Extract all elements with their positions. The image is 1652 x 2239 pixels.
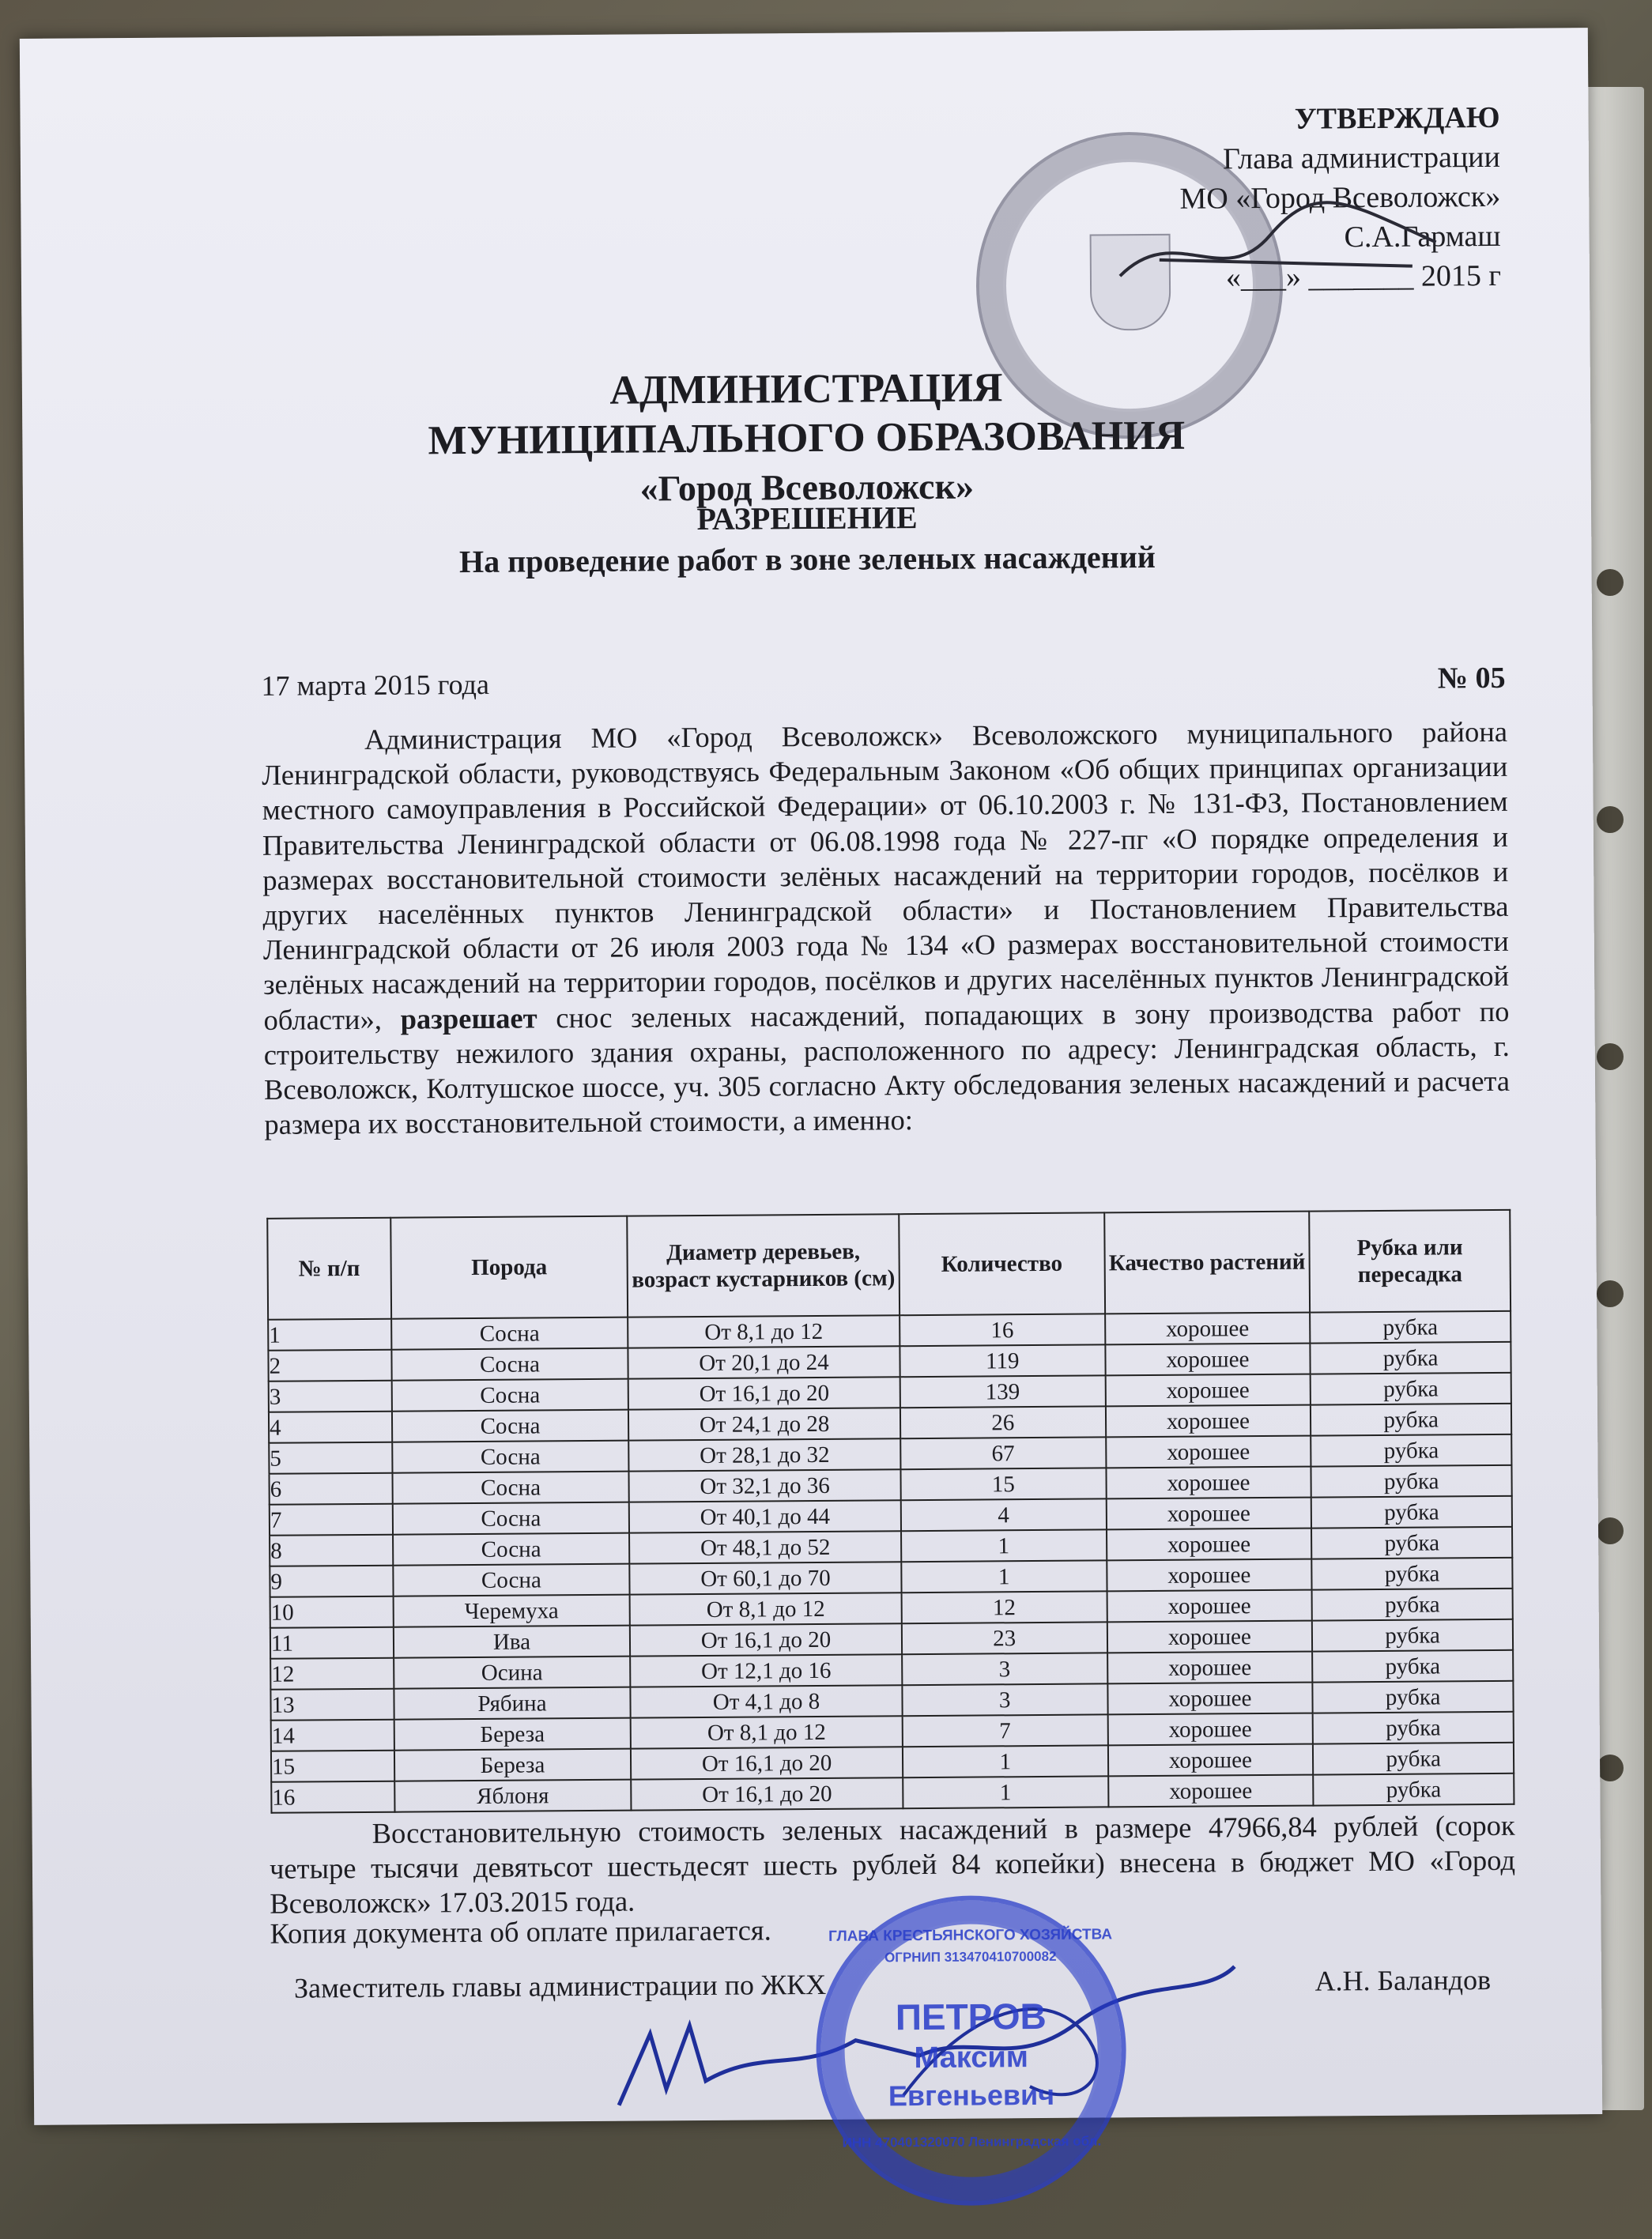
table-cell: От 40,1 до 44 bbox=[629, 1500, 901, 1532]
table-cell: 67 bbox=[900, 1437, 1106, 1469]
table-cell: рубка bbox=[1313, 1743, 1514, 1775]
seal-ring-text: ОГРНИП 313470410700082 bbox=[884, 1948, 1057, 1966]
table-cell: От 16,1 до 20 bbox=[628, 1377, 900, 1409]
document-number: № 05 bbox=[1437, 661, 1506, 695]
table-cell: рубка bbox=[1311, 1496, 1512, 1528]
table-cell: От 8,1 до 12 bbox=[628, 1315, 900, 1348]
table-cell: 139 bbox=[900, 1375, 1105, 1408]
signer-name: А.Н. Баландов bbox=[1314, 1964, 1492, 1997]
table-cell: 14 bbox=[271, 1720, 394, 1751]
table-cell: 1 bbox=[901, 1560, 1107, 1593]
seal-name: ПЕТРОВ bbox=[895, 1995, 1047, 2038]
table-cell: От 8,1 до 12 bbox=[630, 1593, 902, 1625]
table-cell: От 32,1 до 36 bbox=[629, 1469, 901, 1502]
table-cell: хорошее bbox=[1105, 1313, 1311, 1345]
table-cell: хорошее bbox=[1107, 1590, 1312, 1623]
table-cell: рубка bbox=[1313, 1773, 1514, 1806]
table-header: Рубка или пересадка bbox=[1309, 1210, 1511, 1313]
table-header: № п/п bbox=[267, 1218, 391, 1320]
org-line: «Город Всеволожск» bbox=[639, 466, 975, 509]
table-cell: хорошее bbox=[1106, 1498, 1311, 1530]
seal-ring-text: ГЛАВА КРЕСТЬЯНСКОГО ХОЗЯЙСТВА bbox=[828, 1926, 1113, 1945]
sleeve-hole bbox=[1597, 1755, 1624, 1781]
table-cell: хорошее bbox=[1107, 1683, 1313, 1715]
table-cell: рубка bbox=[1313, 1712, 1514, 1744]
table-cell: хорошее bbox=[1108, 1775, 1314, 1807]
table-cell: рубка bbox=[1311, 1404, 1511, 1436]
signer-role: Заместитель главы администрации по ЖКХ bbox=[293, 1968, 827, 2004]
document-title: РАЗРЕШЕНИЕ bbox=[696, 499, 918, 537]
trees-table bbox=[266, 1209, 1514, 1814]
approval-line: «___» _______ 2015 г bbox=[1225, 258, 1502, 295]
org-line: АДМИНИСТРАЦИЯ bbox=[609, 365, 1003, 413]
table-cell: 16 bbox=[900, 1314, 1105, 1346]
main-paragraph bbox=[262, 714, 1511, 1142]
table-cell: Осина bbox=[394, 1657, 631, 1689]
paragraph-bold: разрешает bbox=[400, 1001, 537, 1035]
table-cell: рубка bbox=[1311, 1373, 1511, 1405]
table-cell: рубка bbox=[1312, 1558, 1513, 1590]
table-cell: хорошее bbox=[1105, 1344, 1311, 1376]
table-cell: рубка bbox=[1313, 1681, 1514, 1713]
table-cell: 4 bbox=[269, 1412, 392, 1443]
table-cell: Сосна bbox=[392, 1472, 629, 1504]
table-cell: хорошее bbox=[1106, 1405, 1311, 1438]
table-cell: Сосна bbox=[391, 1348, 628, 1381]
table-header-row bbox=[267, 1210, 1511, 1320]
table-cell: рубка bbox=[1312, 1619, 1513, 1652]
document-subtitle: На проведение работ в зоне зеленых насаждений bbox=[458, 538, 1156, 580]
table-cell: 1 bbox=[903, 1776, 1108, 1808]
table-cell: Рябина bbox=[394, 1687, 631, 1720]
table-cell: 7 bbox=[270, 1504, 393, 1536]
table-cell: От 28,1 до 32 bbox=[628, 1438, 900, 1471]
approval-line: С.А.Гармаш bbox=[1344, 219, 1501, 254]
seal-name: Максим bbox=[914, 2041, 1029, 2075]
table-cell: 11 bbox=[270, 1627, 394, 1659]
table-cell: 26 bbox=[900, 1406, 1106, 1438]
table-cell: 5 bbox=[269, 1442, 392, 1474]
table-cell: 15 bbox=[900, 1468, 1106, 1500]
sleeve-hole bbox=[1597, 1043, 1624, 1070]
table-header: Качество растений bbox=[1104, 1212, 1311, 1314]
table-cell: От 4,1 до 8 bbox=[631, 1685, 903, 1717]
table-cell: рубка bbox=[1310, 1311, 1511, 1344]
table-cell: рубка bbox=[1311, 1465, 1512, 1498]
table-cell: От 48,1 до 52 bbox=[629, 1531, 901, 1563]
table-cell: рубка bbox=[1311, 1342, 1511, 1374]
sleeve-hole bbox=[1597, 569, 1624, 596]
document-page bbox=[20, 28, 1602, 2150]
table-cell: От 16,1 до 20 bbox=[631, 1777, 903, 1810]
sleeve-hole bbox=[1597, 1280, 1624, 1307]
table-cell: хорошее bbox=[1107, 1621, 1312, 1653]
table-cell: 4 bbox=[901, 1498, 1107, 1531]
paragraph-text: снос зеленых насаждений, попадающих в зону производства работ по строительству нежилого здания охраны, расположенного по адресу: Ленинградская область, г. Всеволожск, Колтушское шоссе, уч. 305 согласно Акту обследования зеленых насаждений и расчета размера их восстановительной стоимости, а именно: bbox=[263, 994, 1511, 1141]
table-cell: хорошее bbox=[1107, 1528, 1312, 1561]
table-cell: 1 bbox=[901, 1529, 1107, 1562]
table-cell: 3 bbox=[902, 1653, 1107, 1685]
table-cell: хорошее bbox=[1107, 1713, 1313, 1746]
table-cell: хорошее bbox=[1107, 1652, 1313, 1684]
approval-line: МО «Город Всеволожск» bbox=[1179, 179, 1501, 216]
table-cell: хорошее bbox=[1106, 1467, 1311, 1499]
table-cell: Сосна bbox=[393, 1564, 630, 1596]
table-header: Количество bbox=[899, 1212, 1105, 1315]
table-header: Порода bbox=[390, 1216, 628, 1319]
table-cell: Яблоня bbox=[394, 1780, 632, 1812]
table-cell: От 20,1 до 24 bbox=[628, 1346, 900, 1378]
sleeve-hole bbox=[1597, 1517, 1624, 1544]
table-cell: 1 bbox=[903, 1745, 1108, 1777]
table-cell: 3 bbox=[269, 1381, 392, 1412]
table-cell: От 16,1 до 20 bbox=[630, 1623, 902, 1656]
table-cell: 3 bbox=[902, 1683, 1107, 1716]
table-cell: Ива bbox=[394, 1626, 631, 1658]
approval-line: Глава администрации bbox=[1222, 140, 1501, 176]
table-cell: 12 bbox=[270, 1658, 394, 1690]
table-cell: хорошее bbox=[1105, 1374, 1311, 1407]
table-cell: 8 bbox=[270, 1535, 393, 1566]
table-cell: 12 bbox=[901, 1591, 1107, 1623]
blue-seal bbox=[815, 1894, 1127, 2207]
table-cell: хорошее bbox=[1107, 1559, 1312, 1592]
table-cell: От 8,1 до 12 bbox=[631, 1716, 903, 1748]
document-date: 17 марта 2015 года bbox=[261, 668, 489, 702]
organization-header bbox=[22, 360, 1591, 518]
table-cell: От 12,1 до 16 bbox=[630, 1654, 902, 1687]
table-cell: 7 bbox=[902, 1714, 1107, 1747]
table-cell: Сосна bbox=[391, 1317, 628, 1350]
table-header: Диаметр деревьев, возраст кустарников (см) bbox=[627, 1214, 899, 1317]
table-cell: рубка bbox=[1311, 1527, 1512, 1559]
paragraph-text: Администрация МО «Город Всеволожск» Всеволожского муниципального района Ленинградской области, руководствуясь Федеральным Законом «Об общих принципах организации местного самоуправления в Российской Федерации» от 06.10.2003 г. № 131-ФЗ, Постановлением Правительства Ленинградской области от 06.08.1998 года № 227-пг «О порядке определения и размерах восстановительной стоимости зелёных насаждений на территории городов, посёлков и других населённых пунктов Ленинградской области» и Постановлением Правительства Ленинградской области от 26 июля 2003 года № 134 «О размерах восстановительной стоимости зелёных насаждений на территории городов, посёлков и других населённых пунктов Ленинградской области», bbox=[262, 714, 1510, 1036]
attachment-note: Копия документа об оплате прилагается. bbox=[270, 1913, 771, 1950]
table-cell: хорошее bbox=[1106, 1436, 1311, 1468]
table-cell: Береза bbox=[394, 1718, 631, 1751]
table-cell: От 16,1 до 20 bbox=[631, 1747, 903, 1779]
payment-paragraph: Восстановительную стоимость зеленых насаждений в размере 47966,84 рублей (сорок четыре тысячи девятьсот шестьдесят шесть рублей 84 копейки) внесена в бюджет МО «Город Всеволожск» 17.03.2015 года. bbox=[269, 1808, 1516, 1920]
approval-title: УТВЕРЖДАЮ bbox=[1294, 100, 1500, 136]
table-cell: 9 bbox=[270, 1566, 393, 1597]
seal-ring-text: ИНН 470401320070 Ленинградская обл. bbox=[842, 2133, 1102, 2150]
org-line: МУНИЦИПАЛЬНОГО ОБРАЗОВАНИЯ bbox=[428, 413, 1186, 464]
table-cell: хорошее bbox=[1107, 1744, 1313, 1777]
sleeve-hole bbox=[1597, 806, 1624, 833]
table-cell: 119 bbox=[900, 1344, 1105, 1377]
table-cell: Сосна bbox=[391, 1379, 628, 1412]
table-cell: Черемуха bbox=[393, 1595, 630, 1627]
table-cell: 2 bbox=[268, 1350, 391, 1381]
table-cell: 13 bbox=[270, 1689, 394, 1721]
table-cell: Сосна bbox=[392, 1410, 629, 1442]
table-cell: рубка bbox=[1312, 1589, 1513, 1621]
table-cell: 1 bbox=[268, 1319, 391, 1351]
table-cell: От 24,1 до 28 bbox=[628, 1408, 900, 1440]
table-cell: Береза bbox=[394, 1749, 632, 1781]
table-cell: 10 bbox=[270, 1596, 394, 1628]
table-cell: 16 bbox=[271, 1781, 394, 1813]
seal-name: Евгеньевич bbox=[888, 2078, 1055, 2113]
table-cell: От 60,1 до 70 bbox=[630, 1562, 902, 1594]
table-cell: Сосна bbox=[392, 1441, 629, 1473]
signature-top bbox=[1111, 187, 1444, 300]
table-cell: 6 bbox=[269, 1473, 392, 1505]
table-cell: Сосна bbox=[392, 1502, 629, 1535]
table-cell: 23 bbox=[902, 1622, 1107, 1654]
table-cell: 15 bbox=[271, 1751, 394, 1782]
table-cell: рубка bbox=[1311, 1434, 1511, 1467]
table-cell: рубка bbox=[1312, 1650, 1513, 1683]
table-cell: Сосна bbox=[393, 1533, 630, 1566]
